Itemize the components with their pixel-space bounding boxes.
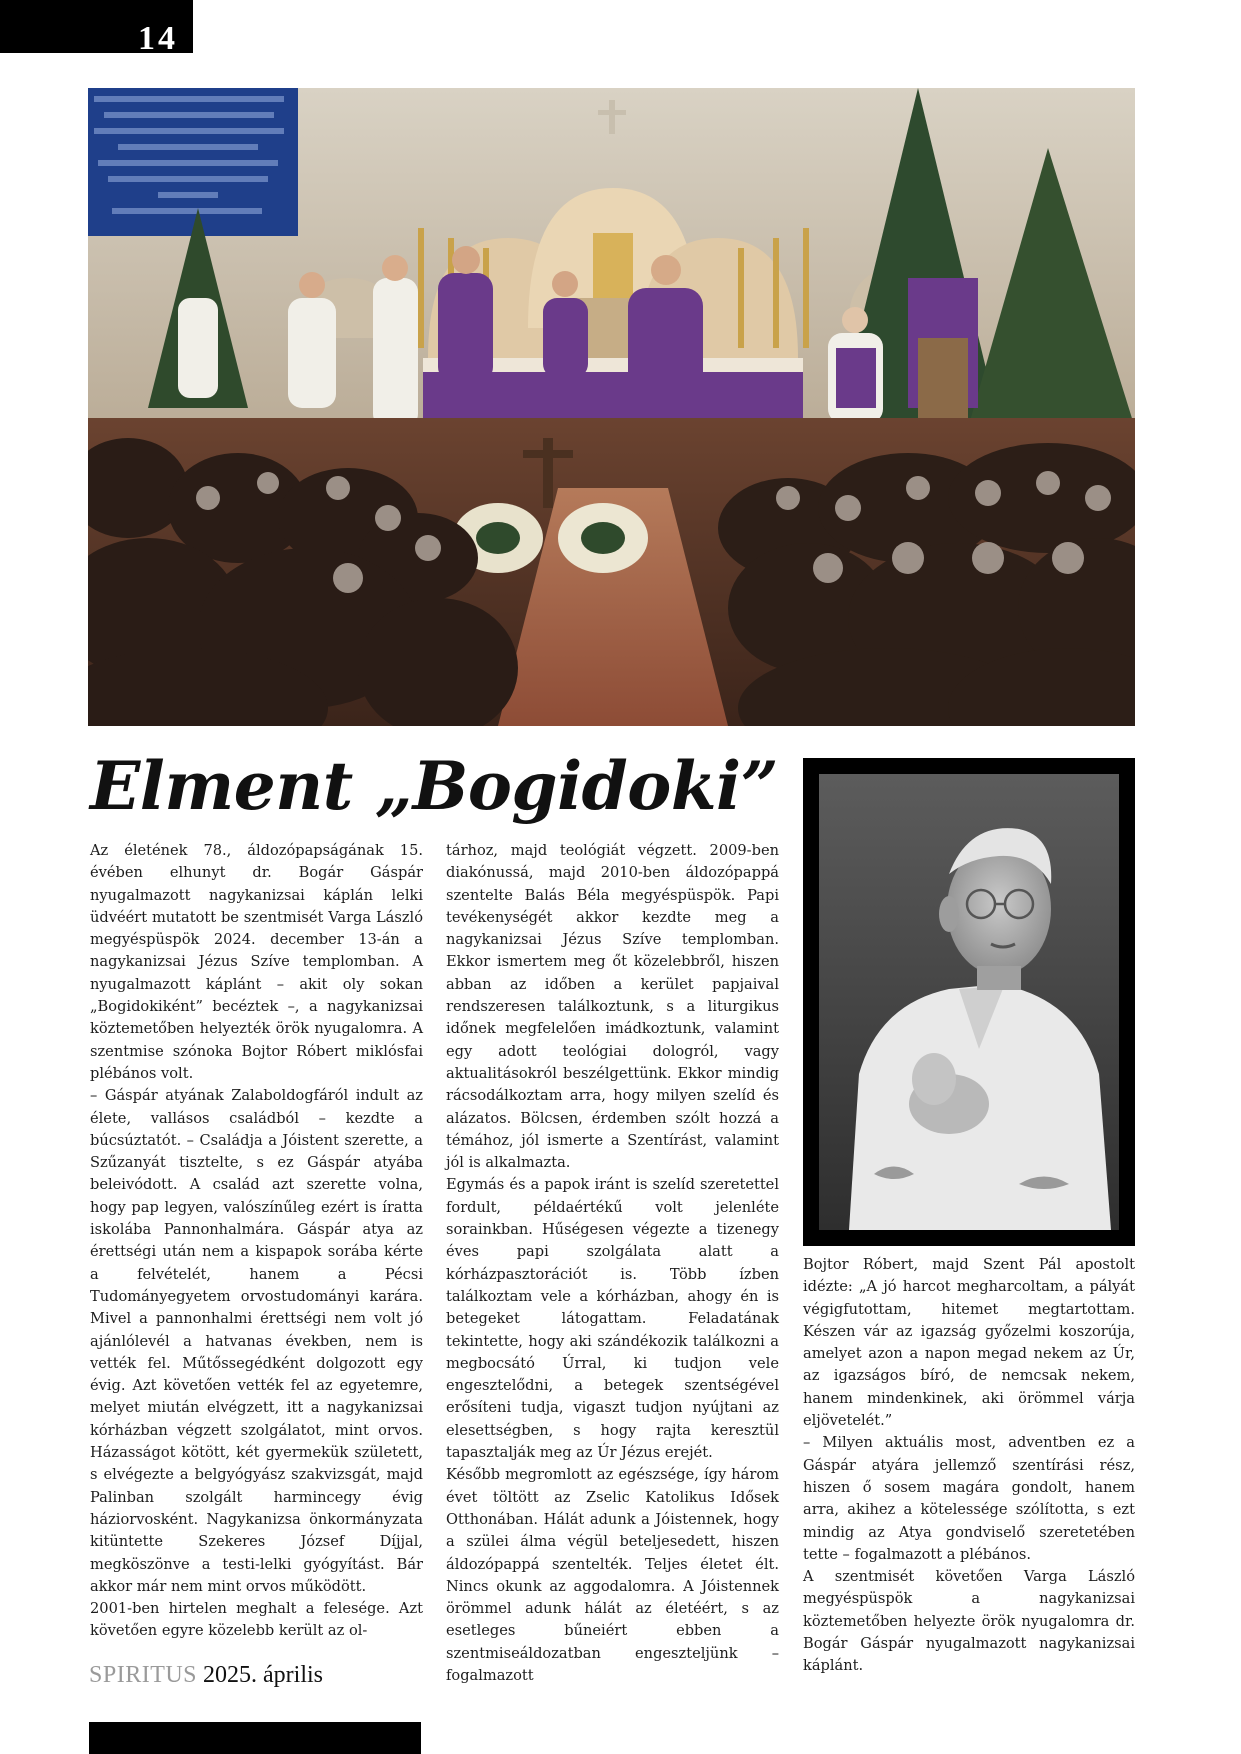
page-number: 14 xyxy=(138,20,178,57)
paragraph: Bojtor Róbert, majd Szent Pál apostolt idézte: „A jó harcot megharcoltam, a pályát végigfutottam, hitemet megtartottam. Készen vár az igazság győzelmi koszorúja, amelyet azon a napon megad nekem az Úr, az igazságos bíró, de nemcsak nekem, hanem mindenkinek, aki örömmel várja eljövetelét.” xyxy=(803,1256,1135,1430)
paragraph: – Gáspár atyának Zalaboldogfáról indult az élete, vallásos családból – kezdte a búcsúztatót. – Családja a Jóistent szerette, a Szűzanyát tisztelte, s ez Gáspár atyába beleivódott. A család azt szerette volna, hogy pap legyen, valószínűleg ezért is íratta iskolába Pannonhalmára. Gáspár atya az érettségi után nem a kispapok sorába kérte a felvételét, hanem a Pécsi Tudományegyetem orvostudományi karára. Mivel a pannonhalmi érettségi nem volt jó ajánlólevél a hatvanas években, nem is vették fel. Műtőssegédként dolgozott egy évig. Azt követően vették fel az egyetemre, melyet miután elvégzett, itt a nagykanizsai kórházban végzett szolgálatot, mint orvos. Házasságot kötött, két gyermekük született, s elvégezte a belgyógyász szakvizsgát, majd Palinban szolgált harmincegy évig háziorvosként. Nagykanizsa önkormányzata kitüntette Szekeres József Díjjal, megköszönve a testi-lelki gyógyítást. Bár akkor már nem mint orvos működött. xyxy=(90,1087,423,1595)
paragraph: tárhoz, majd teológiát végzett. 2009-ben diakónussá, majd 2010-ben áldozópappá szentelte Balás Béla megyéspüspök. Papi tevékenységét akkor kezdte meg a nagykanizsai Jézus Szíve templomban. Ekkor ismertem meg őt közelebbről, hiszen abban az időben a kerület papjaival rendszeresen találkoztunk, s a liturgikus időnek megfelelően imádkoztunk, valamint egy adott teológiai dologról, vagy aktualitásokról beszélgettünk. Ekkor mindig rácsodálkoztam arra, hogy milyen szelíd és alázatos. Bölcsen, érdemben szólt hozzá a témához, jól ismerte a Szentírást, valamint jól is alkalmazta. xyxy=(446,842,779,1172)
page-number-tab xyxy=(0,0,193,57)
article-column-3 xyxy=(803,1254,1135,1678)
paragraph: 2001-ben hirtelen meghalt a felesége. Azt követően egyre közelebb került az ol- xyxy=(90,1600,423,1640)
paragraph: Az életének 78., áldozópapságának 15. évében elhunyt dr. Bogár Gáspár nyugalmazott nagykanizsai káplán lelki üdvéért mutatott be szentmisét Varga László megyéspüspök 2024. december 13-án a nagykanizsai Jézus Szíve templomban. A nyugalmazott káplánt – akit oly sokan „Bogidokiként” becéztek –, a nagykanizsai köztemetőben helyezték örök nyugalomra. A szentmise szónoka Bojtor Róbert miklósfai plébános volt. xyxy=(90,842,423,1082)
paragraph: Egymás és a papok iránt is szelíd szeretettel fordult, példaértékű volt jelenléte sorainkban. Hűségesen végezte a tizenegy éves papi szolgálata alatt a kórházpasztorációt is. Több ízben találkoztam vele a kórházban, ahogy én is betegeket látogattam. Feladatának tekintette, hogy aki szándékozik találkozni a megbocsátó Úrral, ki tudjon vele engesztelődni, a betegek szentségével erősíteni tudja, vigaszt tudjon nyújtani az elesettségben, s hogy rajta keresztül tapasztalják meg az Úr Jézus erejét. xyxy=(446,1176,779,1462)
church-mass-photo xyxy=(88,88,1135,726)
page-footer xyxy=(89,1660,323,1690)
paragraph: – Milyen aktuális most, adventben ez a Gáspár atyára jellemző szentírási rész, hiszen ő sosem magára gondolt, hanem arra, akihez a kötelessége szólította, s ezt mindig az Atya gondviselő szeretetében tette – fogalmazott a plébános. xyxy=(803,1434,1135,1563)
paragraph: A szentmisét követően Varga László megyéspüspök a nagykanizsai köztemetőben helyezte örök nyugalomra dr. Bogár Gáspár nyugalmazott nagykanizsai káplánt. xyxy=(803,1568,1135,1675)
article-column-2 xyxy=(446,840,779,1687)
priest-portrait xyxy=(803,758,1135,1246)
footer-bar xyxy=(89,1722,421,1754)
article-title: Elment „Bogidoki” xyxy=(90,747,779,825)
issue-date: 2025. április xyxy=(203,1662,324,1688)
article-column-1 xyxy=(90,840,423,1643)
magazine-name: SPIRITUS xyxy=(89,1662,198,1688)
paragraph: Később megromlott az egészsége, így három évet töltött az Zselic Katolikus Idősek Otthonában. Hálát adunk a Jóistennek, hogy a szülei álma végül beteljesedett, hiszen áldozópappá szentelték. Teljes életet élt. Nincs okunk az aggodalomra. A Jóistennek örömmel adunk hálát az életéért, s az esetleges bűneiért ebben a szentmiseáldozatban engeszteljünk – fogalmazott xyxy=(446,1466,779,1684)
